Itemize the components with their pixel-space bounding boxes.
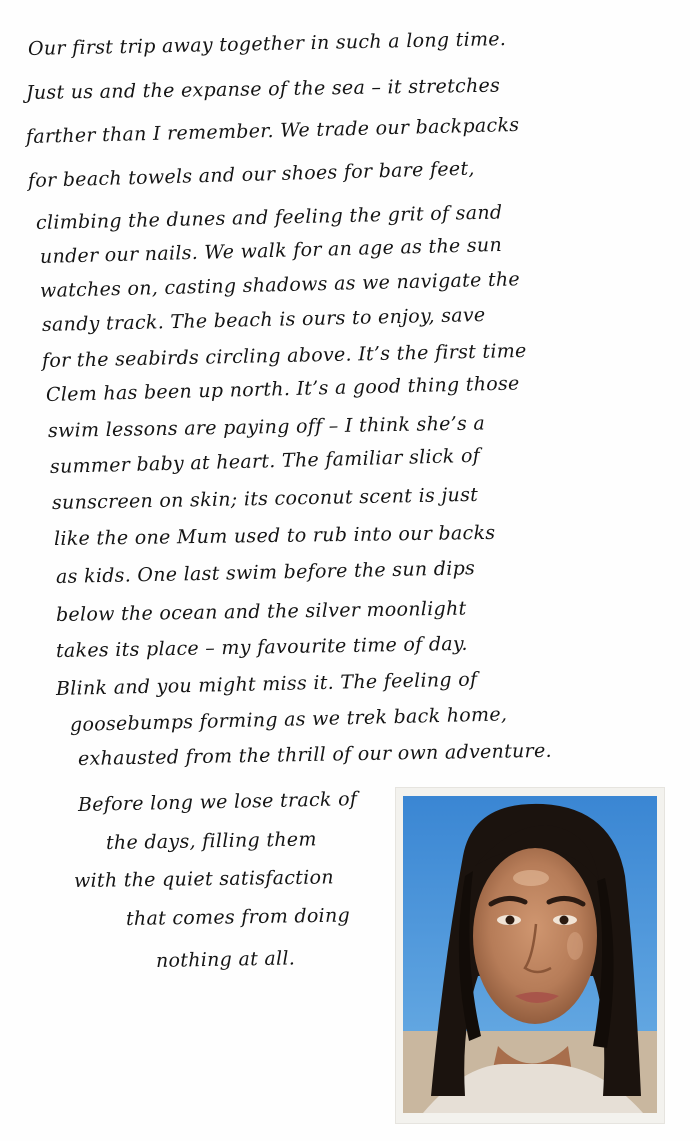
letter-line: summer baby at heart. The familiar slick of: [49, 444, 481, 478]
letter-line: takes its place – my favourite time of day.: [55, 632, 468, 662]
portrait-illustration: [403, 796, 657, 1113]
letter-line: Just us and the expanse of the sea – it stretches: [25, 74, 501, 104]
letter-line: goosebumps forming as we trek back home,: [69, 703, 508, 736]
letter-line: below the ocean and the silver moonlight: [55, 597, 467, 626]
closing-line: Before long we lose track of: [77, 788, 358, 816]
closing-line: that comes from doing: [125, 904, 351, 930]
letter-line: sunscreen on skin; its coconut scent is just: [51, 483, 479, 514]
letter-line: like the one Mum used to rub into our backs: [53, 521, 496, 550]
letter-line: as kids. One last swim before the sun dips: [55, 557, 476, 588]
letter-line: for the seabirds circling above. It’s the first time: [41, 339, 527, 372]
portrait-photo: [403, 796, 657, 1113]
letter-line: climbing the dunes and feeling the grit of sand: [35, 201, 503, 234]
letter-line: Blink and you might miss it. The feeling of: [55, 668, 478, 700]
letter-line: watches on, casting shadows as we navigate the: [39, 268, 521, 302]
letter-line: Our first trip away together in such a long time.: [27, 27, 507, 60]
closing-line: nothing at all.: [155, 947, 296, 972]
letter-line: under our nails. We walk for an age as the sun: [39, 233, 503, 268]
photo-frame: [396, 788, 664, 1123]
letter-line: swim lessons are paying off – I think she’s a: [47, 412, 486, 442]
closing-line: with the quiet satisfaction: [73, 866, 334, 892]
letter-line: Clem has been up north. It’s a good thing those: [45, 372, 520, 406]
closing-line: the days, filling them: [105, 828, 317, 854]
letter-line: exhausted from the thrill of our own adventure.: [77, 739, 553, 770]
letter-line: farther than I remember. We trade our backpacks: [25, 113, 520, 148]
letter-line: sandy track. The beach is ours to enjoy, save: [41, 303, 486, 336]
letter-line: for beach towels and our shoes for bare feet,: [27, 157, 476, 192]
